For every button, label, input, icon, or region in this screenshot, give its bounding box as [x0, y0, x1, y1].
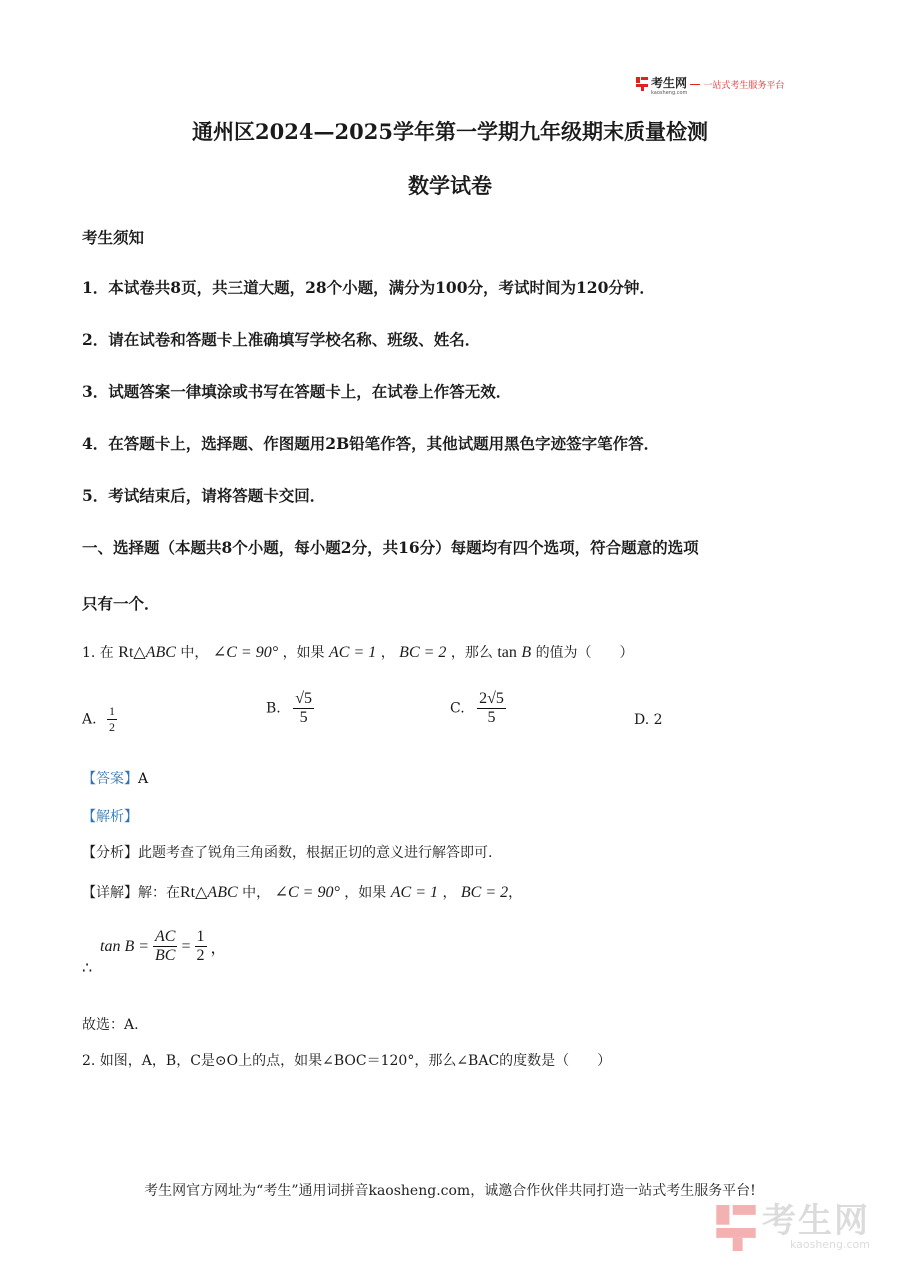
equation-denominator-2: 2 — [196, 947, 205, 964]
xiangjie-line — [82, 882, 522, 902]
watermark-brand: 考生网 — [762, 1201, 870, 1241]
xiangjie-rt: Rt — [180, 884, 196, 901]
xiangjie-text: ，如果 — [344, 885, 387, 901]
footer-text: 考生网官方网址为“考生”通用词拼音kaosheng.com，诚邀合作伙伴共同打造一站式考生服务平台! — [144, 1183, 756, 1199]
fenxi-line — [82, 842, 492, 862]
page-subtitle: 数学试卷 — [408, 173, 492, 198]
therefore-symbol: ∴ — [82, 958, 93, 977]
notice-item-1: 1．本试卷共8页，共三道大题，28个小题，满分为100分，考试时间为120分钟． — [82, 278, 655, 297]
equation-denominator-1: BC — [155, 947, 176, 964]
xiangjie-triangle: △ABC — [195, 884, 238, 901]
option-b-fraction — [293, 690, 314, 727]
equation-fraction-2 — [195, 928, 207, 965]
xiangjie-text: 中， — [242, 885, 271, 901]
q1-bc: BC = 2 — [399, 644, 447, 661]
watermark-url: kaosheng.com — [789, 1238, 870, 1251]
q1-text: ， — [380, 645, 395, 661]
notice-item-5: 5．考试结束后，请将答题卡交回． — [82, 486, 326, 505]
option-a[interactable] — [82, 704, 117, 735]
xiangjie-text: ， — [508, 885, 523, 901]
option-b-numerator: √5 — [295, 690, 312, 707]
watermark-logo-icon — [716, 1205, 756, 1251]
q1-triangle: △ABC — [133, 644, 176, 661]
answer-value: A — [138, 771, 149, 787]
option-a-fraction — [107, 704, 117, 735]
section-1-heading-line2: 只有一个． — [82, 594, 160, 613]
equation-numerator-2: 1 — [196, 928, 205, 945]
xiangjie-text: 解：在 — [138, 885, 180, 901]
q1-number: 1. 在 — [82, 645, 114, 661]
q1-angle: ∠C = 90° — [212, 644, 279, 661]
xiangjie-tag: 【详解】 — [82, 885, 138, 901]
q1-text: ，那么 — [450, 645, 493, 661]
equation-fraction-1 — [153, 928, 177, 965]
watermark-text — [762, 1201, 870, 1251]
option-a-label: A. — [82, 711, 97, 728]
header-logo — [636, 72, 784, 96]
option-a-denominator: 2 — [109, 720, 116, 734]
question-2-stem: 2. 如图，A，B，C是⊙O上的点，如果∠BOC＝120°，那么∠BAC的度数是（ ） — [82, 1053, 612, 1069]
fenxi-tag: 【分析】 — [82, 845, 138, 861]
logo-url: kaosheng.com — [651, 90, 688, 96]
option-b-denominator: 5 — [299, 709, 308, 726]
notice-item-2: 2．请在试卷和答题卡上准确填写学校名称、班级、姓名． — [82, 330, 481, 349]
q1-b: B — [521, 644, 532, 661]
option-c[interactable] — [450, 690, 506, 727]
notice-item-4: 4．在答题卡上，选择题、作图题用2B铅笔作答，其他试题用黑色字迹签字笔作答． — [82, 434, 660, 453]
question-1-stem — [82, 642, 634, 662]
equation-lhs: tan B = — [100, 937, 150, 955]
notice-item-3: 3．试题答案一律填涂或书写在答题卡上，在试卷上作答无效． — [82, 382, 512, 401]
notice-heading: 考生须知 — [82, 228, 145, 247]
q1-text: 的值为（ ） — [535, 645, 634, 661]
xiangjie-bc: BC = 2 — [460, 884, 509, 901]
logo-text — [651, 72, 687, 96]
analysis-line — [82, 806, 138, 826]
equation-equals: = — [181, 937, 191, 955]
fenxi-text: 此题考查了锐角三角函数，根据正切的意义进行解答即可. — [138, 845, 493, 861]
analysis-tag: 【解析】 — [82, 809, 138, 825]
section-1-heading-line1: 一、选择题（本题共8个小题，每小题2分，共16分）每题均有四个选项，符合题意的选项 — [82, 538, 699, 557]
logo-slogan: 一站式考生服务平台 — [703, 80, 785, 91]
option-b[interactable] — [266, 690, 314, 727]
option-a-numerator: 1 — [109, 704, 116, 718]
q1-ac: AC = 1 — [329, 644, 377, 661]
equation-numerator-1: AC — [155, 928, 176, 945]
answer-line — [82, 768, 148, 788]
q1-tan: tan — [497, 644, 517, 661]
xiangjie-ac: AC = 1 — [390, 884, 438, 901]
option-c-label: C. — [450, 700, 465, 717]
answer-tag: 【答案】 — [82, 771, 138, 787]
option-d-label: D. — [634, 712, 650, 728]
equation-end: ， — [210, 938, 227, 957]
tan-equation — [100, 928, 227, 965]
kaosheng-logo-icon — [636, 77, 648, 91]
option-c-fraction — [477, 690, 506, 727]
option-d-value: 2 — [653, 712, 663, 728]
option-c-denominator: 5 — [487, 709, 496, 726]
page-title: 通州区2024—2025学年第一学期九年级期末质量检测 — [192, 119, 708, 144]
q1-text: ，如果 — [282, 645, 325, 661]
logo-separator — [690, 84, 700, 85]
xiangjie-text: ， — [442, 885, 457, 901]
q1-rt: Rt — [118, 644, 134, 661]
logo-brand: 考生网 — [651, 76, 688, 90]
option-c-numerator: 2√5 — [479, 690, 504, 707]
watermark — [716, 1201, 870, 1251]
xiangjie-angle: ∠C = 90° — [274, 884, 340, 901]
q1-text: 中， — [180, 645, 209, 661]
option-d[interactable] — [634, 712, 663, 728]
option-b-label: B. — [266, 700, 281, 717]
guxuan-line: 故选：A. — [82, 1017, 139, 1033]
